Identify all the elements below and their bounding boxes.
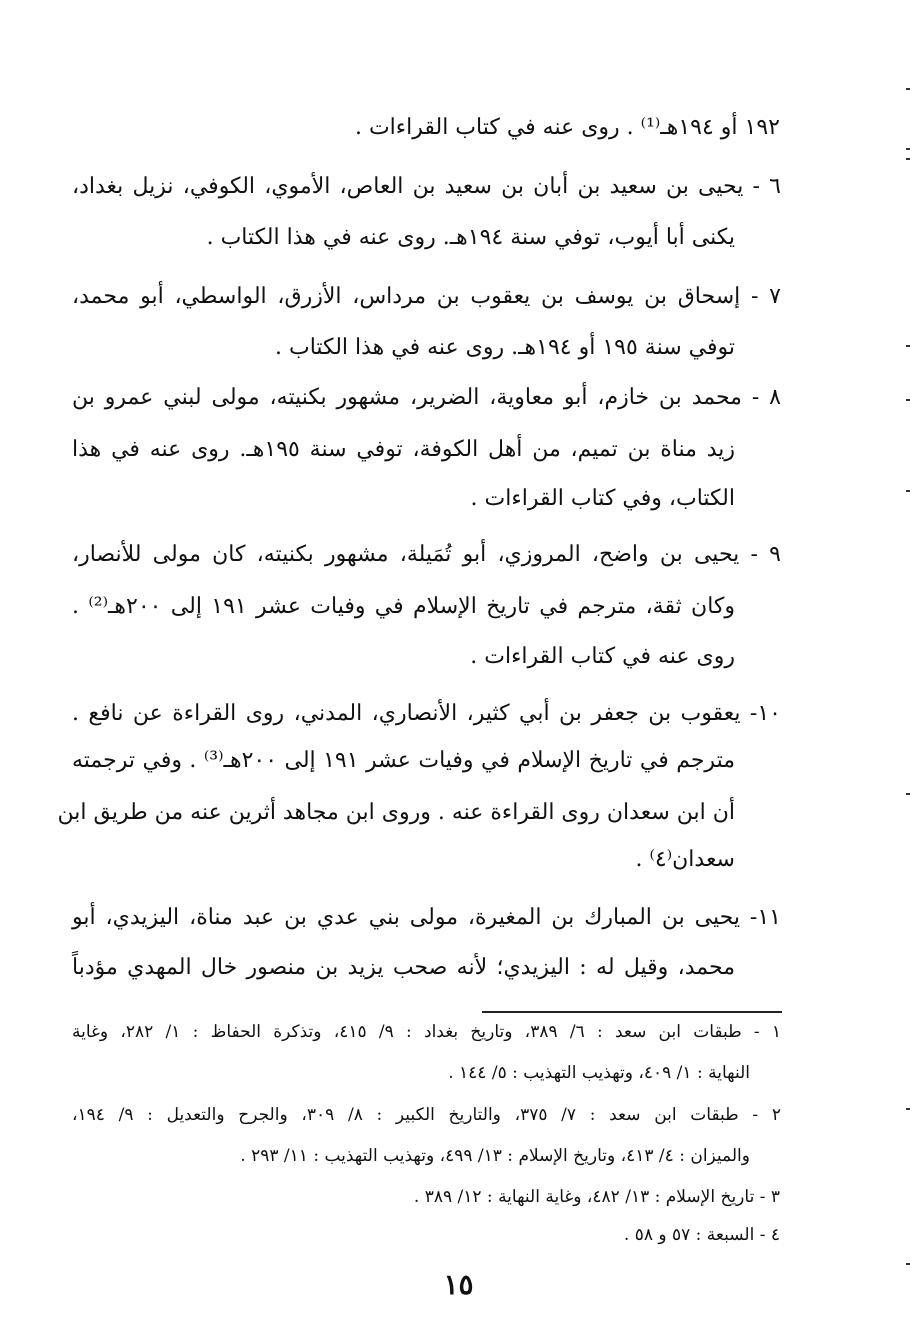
entry-9-line-3: روى عنه في كتاب القراءات . (470, 644, 735, 669)
footnote-1-line-2: النهاية : ١/ ٤٠٩، وتهذيب التهذيب : ٥/ ١٤٤ . (448, 1063, 750, 1083)
entry-11-line-1: ١١- يحيى بن المبارك بن المغيرة، مولى بني عدي بن عبد مناة، اليزيدي، أبو (72, 905, 781, 930)
entry-10-line-4: سعدان⁽٤⁾ . (635, 847, 735, 872)
scan-edge-mark (906, 148, 910, 150)
entry-9-line-2: وكان ثقة، مترجم في تاريخ الإسلام في وفيات عشر ١٩١ إلى ٢٠٠هـ⁽²⁾ . (72, 594, 735, 619)
footnote-2-line-2: والميزان : ٤/ ٤١٣، وتاريخ الإسلام : ١٣/ ٤٩٩، وتهذيب التهذيب : ١١/ ٢٩٣ . (240, 1146, 750, 1166)
scan-edge-mark (906, 1108, 910, 1110)
entry-6-line-2: يكنى أبا أيوب، توفي سنة ١٩٤هـ. روى عنه في هذا الكتاب . (206, 225, 735, 250)
scan-edge-mark (906, 399, 910, 401)
entry-9-line-1: ٩ - يحيى بن واضح، المروزي، أبو تُمَيلة، مشهور بكنيته، كان مولى للأنصار، (72, 542, 781, 567)
page-number: ١٥ (443, 1268, 474, 1301)
entry-6-line-1: ٦ - يحيى بن سعيد بن أبان بن سعيد بن العاص، الأموي، الكوفي، نزيل بغداد، (72, 174, 781, 199)
footnote-2-line-1: ٢ - طبقات ابن سعد : ٧/ ٣٧٥، والتاريخ الكبير : ٨/ ٣٠٩، والجرح والتعديل : ٩/ ١٩٤، (72, 1105, 781, 1125)
entry-8-line-1: ٨ - محمد بن خازم، أبو معاوية، الضرير، مشهور بكنيته، مولى لبني عمرو بن (72, 385, 781, 410)
scan-edge-mark (906, 1263, 910, 1265)
entry-10-line-2: مترجم في تاريخ الإسلام في وفيات عشر ١٩١ إلى ٢٠٠هـ⁽³⁾ . وفي ترجمته (72, 748, 735, 773)
entry-10-line-3: أن ابن سعدان روى القراءة عنه . وروى ابن مجاهد أثرين عنه من طريق ابن (57, 800, 735, 825)
scan-edge-mark (906, 88, 910, 90)
entry-7-line-2: توفي سنة ١٩٥ أو ١٩٤هـ. روى عنه في هذا الكتاب . (275, 335, 735, 360)
entry-8-line-2: زيد مناة بن تميم، من أهل الكوفة، توفي سنة ١٩٥هـ. روى عنه في هذا (72, 437, 735, 462)
footnote-1-line-1: ١ - طبقات ابن سعد : ٦/ ٣٨٩، وتاريخ بغداد : ٩/ ٤١٥، وتذكرة الحفاظ : ١/ ٢٨٢، وغاية (72, 1022, 782, 1042)
scan-edge-mark (906, 345, 910, 347)
footnote-separator (482, 1011, 782, 1013)
footnote-3: ٣ - تاريخ الإسلام : ١٣/ ٤٨٢، وغاية النهاية : ١٢/ ٣٨٩ . (413, 1187, 780, 1207)
footnote-4: ٤ - السبعة : ٥٧ و ٥٨ . (623, 1225, 780, 1245)
entry-8-line-3: الكتاب، وفي كتاب القراءات . (470, 486, 735, 511)
text-line: ١٩٢ أو ١٩٤هـ⁽¹⁾ . روى عنه في كتاب القراءات . (354, 115, 780, 140)
scan-edge-mark (906, 793, 910, 795)
scan-edge-mark (906, 158, 910, 160)
entry-11-line-2: محمد، وقيل له : اليزيدي؛ لأنه صحب يزيد بن منصور خال المهدي مؤدباً (72, 955, 735, 980)
entry-10-line-1: ١٠- يعقوب بن جعفر بن أبي كثير، الأنصاري، المدني، روى القراءة عن نافع . (72, 701, 781, 726)
scan-edge-mark (906, 490, 910, 492)
entry-7-line-1: ٧ - إسحاق بن يوسف بن يعقوب بن مرداس، الأزرق، الواسطي، أبو محمد، (72, 284, 781, 309)
